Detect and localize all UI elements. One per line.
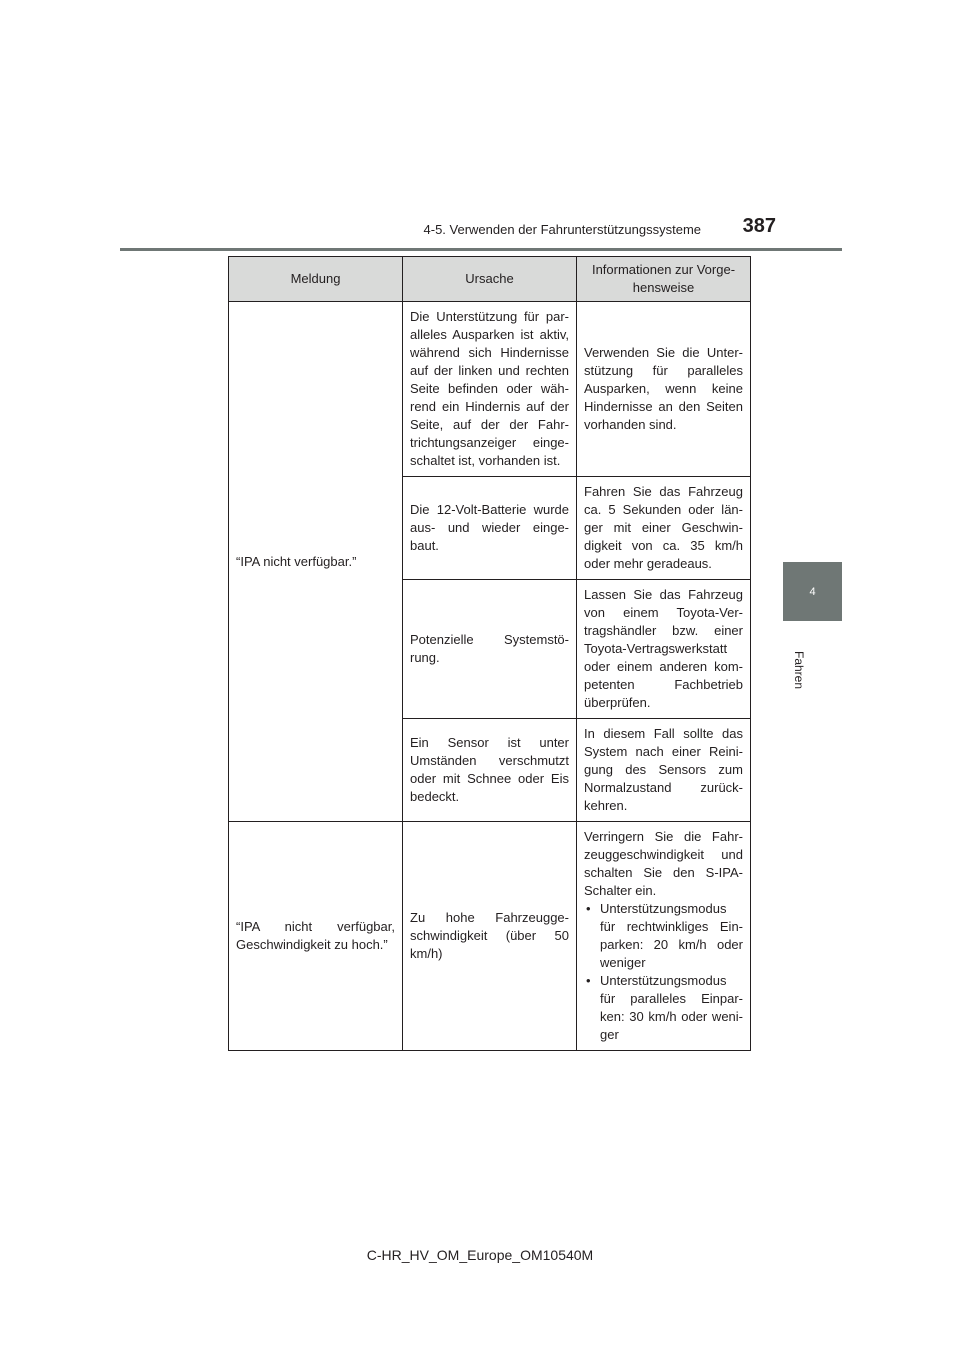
list-item: • Unterstützungsmodus für rechtwinkliges Ein-parken: 20 km/h oder weniger <box>584 900 743 972</box>
cause-cell: Die Unterstützung für par-alleles Ausparken ist aktiv, während sich Hindernisse auf der linken und rechten Seite befinden oder wäh-rend ein Hindernis auf der Seite, auf der der Fahr-trichtungsanzeiger einge-schaltet ist, vorhanden ist. <box>403 302 577 477</box>
info-cell: Lassen Sie das Fahrzeug von einem Toyota-Ver-tragshändler bzw. einer Toyota-Vertragswerkstatt oder einem anderen kom-petenten Fachbetrieb überprüfen. <box>577 580 751 719</box>
document-id: C-HR_HV_OM_Europe_OM10540M <box>366 1247 594 1263</box>
table-header-row <box>229 257 751 302</box>
page-number: 387 <box>742 215 776 237</box>
cause-cell: Zu hohe Fahrzeugge-schwindigkeit (über 50 km/h) <box>403 822 577 1051</box>
info-cell: Verwenden Sie die Unter-stützung für paralleles Ausparken, wenn keine Hindernisse an den Seiten vorhanden sind. <box>577 302 751 477</box>
message-cell: “IPA nicht verfügbar.” <box>229 302 403 822</box>
page-header <box>120 214 842 251</box>
chapter-tab <box>783 562 842 621</box>
header-meldung: Meldung <box>229 257 403 302</box>
cause-cell: Ein Sensor ist unter Umständen verschmutzt oder mit Schnee oder Eis bedeckt. <box>403 719 577 822</box>
table-row <box>229 302 751 477</box>
message-cell: “IPA nicht verfügbar, Geschwindigkeit zu hoch.” <box>229 822 403 1051</box>
info-intro: Verringern Sie die Fahr-zeuggeschwindigkeit und schalten Sie den S-IPA-Schalter ein. <box>584 829 743 898</box>
list-item: • Unterstützungsmodus für paralleles Einpar-ken: 30 km/h oder weni-ger <box>584 972 743 1044</box>
info-cell: In diesem Fall sollte das System nach einer Reini-gung des Sensors zum Normalzustand zurück-kehren. <box>577 719 751 822</box>
header-ursache: Ursache <box>403 257 577 302</box>
chapter-number: 4 <box>809 585 816 598</box>
cause-cell: Die 12-Volt-Batterie wurde aus- und wieder einge-baut. <box>403 477 577 580</box>
cause-cell: Potenzielle Systemstö-rung. <box>403 580 577 719</box>
message-table <box>228 256 751 1051</box>
header-informationen: Informationen zur Vorge-hensweise <box>577 257 751 302</box>
table-row <box>229 822 751 1051</box>
info-bullet-list <box>584 900 743 1044</box>
info-cell: Fahren Sie das Fahrzeug ca. 5 Sekunden oder län-ger mit einer Geschwin-digkeit von ca. 35 km/h oder mehr geradeaus. <box>577 477 751 580</box>
info-cell <box>577 822 751 1051</box>
chapter-label: Fahren <box>792 650 806 690</box>
section-title: 4-5. Verwenden der Fahrunterstützungssysteme <box>423 222 701 237</box>
